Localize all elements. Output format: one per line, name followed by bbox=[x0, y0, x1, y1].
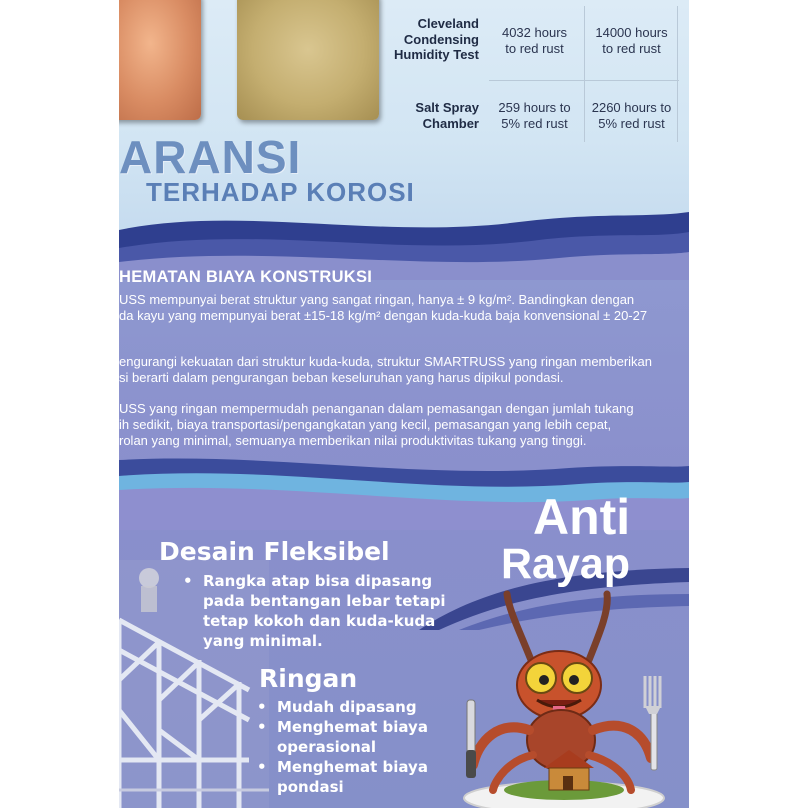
coated-sample-swatch bbox=[237, 0, 379, 120]
list-item: • Menghemat biaya operasional bbox=[255, 717, 428, 757]
paragraph-productivity: USS yang ringan mempermudah penanganan dalam pemasangan dengan jumlah tukang ih sedikit, biaya transportasi/pengangkatan yang kecil, pemasangan yang lebih cepat, rolan yang minimal, semuanya memberikan nilai produktivitas tukang yang tinggi. bbox=[119, 401, 634, 448]
feature-list-ringan bbox=[255, 697, 428, 797]
feature-title-desain: Desain Fleksibel bbox=[159, 537, 390, 566]
paragraph-load: engurangi kekuatan dari struktur kuda-kuda, struktur SMARTRUSS yang ringan memberikan si berarti dalam pengurangan beban keseluruhan yang harus dipikul pondasi. bbox=[119, 354, 653, 385]
feature-title-ringan: Ringan bbox=[259, 664, 358, 693]
spec-row-label-cleveland: Cleveland Condensing Humidity Test bbox=[394, 16, 479, 62]
spec-table bbox=[369, 0, 689, 150]
feature-list-desain bbox=[181, 571, 446, 651]
corrosion-heading-main: ARANSI bbox=[119, 131, 302, 183]
spec-cell-salt-standard: 259 hours to 5% red rust bbox=[498, 100, 571, 131]
spec-cell-cleveland-coated: 14000 hours to red rust bbox=[595, 25, 668, 56]
list-item: • Mudah dipasang bbox=[255, 697, 428, 717]
copper-sample-swatch bbox=[119, 0, 201, 120]
anti-rayap-title-line2: Rayap bbox=[501, 540, 631, 588]
list-item: • Rangka atap bisa dipasang pada bentangan lebar tetapi tetap kokoh dan kuda-kuda yang minimal. bbox=[181, 571, 446, 651]
section-title: HEMATAN BIAYA KONSTRUKSI bbox=[119, 268, 373, 286]
corrosion-heading-sub: TERHADAP KOROSI bbox=[146, 177, 415, 207]
list-item: • Menghemat biaya pondasi bbox=[255, 757, 428, 797]
anti-rayap-title-line1: Anti bbox=[533, 489, 631, 545]
termite-mascot-illustration bbox=[439, 590, 679, 808]
brochure-scan bbox=[119, 0, 689, 808]
paragraph-weight: USS mempunyai berat struktur yang sangat ringan, hanya ± 9 kg/m². Bandingkan dengan da kayu yang mempunyai berat ±15-18 kg/m² dengan kuda-kuda baja konvensional ± 20-27 bbox=[119, 292, 648, 323]
table-divider bbox=[489, 80, 679, 81]
spec-row-label-salt-spray: Salt Spray Chamber bbox=[415, 100, 479, 131]
spec-cell-cleveland-standard: 4032 hours to red rust bbox=[501, 25, 568, 56]
spec-cell-salt-coated: 2260 hours to 5% red rust bbox=[591, 100, 672, 131]
